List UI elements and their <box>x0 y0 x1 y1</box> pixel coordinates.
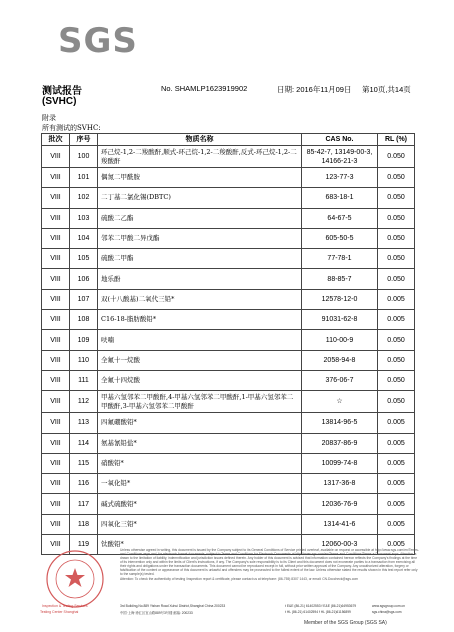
table-row <box>42 433 415 453</box>
table-row <box>42 249 415 269</box>
table-row <box>42 310 415 330</box>
cell-substance-name: 偶氮二甲酰胺 <box>98 168 302 188</box>
cell-substance-name: 环己烷-1,2-二羧酸酐,顺式-环己烷-1,2-二羧酸酐,反式-环己烷-1,2-二羧酸酐 <box>98 146 302 168</box>
cell-substance-name: 硝酸铅* <box>98 453 302 473</box>
cell-rl: 0.005 <box>378 310 415 330</box>
report-date: 日期: 2016年11月09日 <box>277 85 352 94</box>
cell-cas-number: ☆ <box>302 391 378 413</box>
cell-batch: VIII <box>42 391 70 413</box>
cell-substance-name: 四氧化三铅* <box>98 514 302 534</box>
cell-cas-number: 91031-62-8 <box>302 310 378 330</box>
cell-substance-name: 钛酸铅* <box>98 535 302 555</box>
cell-batch: VIII <box>42 310 70 330</box>
cell-number: 118 <box>70 514 98 534</box>
cell-batch: VIII <box>42 474 70 494</box>
logo-text: SGS <box>58 21 138 61</box>
cell-rl: 0.050 <box>378 391 415 413</box>
cell-number: 104 <box>70 228 98 248</box>
cell-cas-number: 123-77-3 <box>302 168 378 188</box>
cell-number: 112 <box>70 391 98 413</box>
cell-rl: 0.005 <box>378 453 415 473</box>
cell-batch: VIII <box>42 514 70 534</box>
cell-batch: VIII <box>42 168 70 188</box>
cell-batch: VIII <box>42 453 70 473</box>
cell-substance-name: 全氟十一烷酸 <box>98 350 302 370</box>
table-row <box>42 228 415 248</box>
col-cas: CAS No. <box>302 134 378 146</box>
cell-number: 114 <box>70 433 98 453</box>
table-row <box>42 188 415 208</box>
cell-rl: 0.005 <box>378 289 415 309</box>
cell-batch: VIII <box>42 494 70 514</box>
cell-substance-name: 碱式硫酸铅* <box>98 494 302 514</box>
cell-rl: 0.050 <box>378 228 415 248</box>
cell-number: 119 <box>70 535 98 555</box>
cell-batch: VIII <box>42 535 70 555</box>
cell-substance-name: 一氧化铅* <box>98 474 302 494</box>
cell-rl: 0.050 <box>378 330 415 350</box>
col-number: 序号 <box>70 134 98 146</box>
cell-number: 117 <box>70 494 98 514</box>
cell-number: 107 <box>70 289 98 309</box>
terms-text: Unless otherwise agreed in writing, this document is issued by the Company subject to its General Conditions of Service printed overleaf, available on request or accessible at http://www.sgs.com/en/Terms-and-Conditions.aspx and, for electronic format documents, subject to Terms and Conditions for Electronic Documents at http://www.sgs.com/en/Terms-and-Conditions/Terms-e-Document.aspx. Attention is drawn to the limitation of liability, indemnification and jurisdiction issues defined therein. Any holder of this document is advised that information contained hereon reflects the Company's findings at the time of its intervention only and within the limits of Client's instructions, if any. The Company's sole responsibility is to its Client and this document does not exonerate parties to a transaction from exercising all their rights and obligations under the transaction documents. This document cannot be reproduced except in full, without prior written approval of the Company. Any unauthorized alteration, forgery or falsification of the content or appearance of this document is unlawful and offenders may be prosecuted to the fullest extent of the law. Unless otherwise stated the results shown in this test report refer only to the sample(s) tested. <box>120 548 419 576</box>
cell-cas-number: 12578-12-0 <box>302 289 378 309</box>
address-en: 3rd Building,No.889 Yishan Road Xuhui District,Shanghai China 200233 <box>120 604 226 608</box>
table-row <box>42 474 415 494</box>
report-title: 测试报告 <box>42 86 82 97</box>
cell-rl: 0.005 <box>378 474 415 494</box>
cell-number: 100 <box>70 146 98 168</box>
svhc-heading: (SVHC) <box>42 96 77 107</box>
cell-rl: 0.050 <box>378 208 415 228</box>
cell-number: 110 <box>70 350 98 370</box>
cell-number: 106 <box>70 269 98 289</box>
cell-substance-name: 地乐酚 <box>98 269 302 289</box>
cell-number: 101 <box>70 168 98 188</box>
cell-number: 111 <box>70 370 98 390</box>
cell-substance-name: 二丁基二氯化锡(DBTC) <box>98 188 302 208</box>
table-row <box>42 168 415 188</box>
seal-label-services: Inspection & Testing Services <box>42 604 88 608</box>
cell-cas-number: 20837-86-9 <box>302 433 378 453</box>
cell-substance-name: 硫酸二甲酯 <box>98 249 302 269</box>
cell-substance-name: C16-18-脂肪酸铅* <box>98 310 302 330</box>
table-row <box>42 494 415 514</box>
cell-cas-number: 10099-74-8 <box>302 453 378 473</box>
cell-rl: 0.050 <box>378 249 415 269</box>
cell-number: 103 <box>70 208 98 228</box>
telephone-ee: t E&E (86-21) 61402553 f E&E (86-21)64953679 <box>285 604 357 608</box>
verify-note: Attention: To check the authenticity of testing /inspection report & certificate, please contact us at telephone: (86-755) 8307 1443, or email: CN.Doccheck@sgs.com <box>120 577 359 581</box>
cell-number: 108 <box>70 310 98 330</box>
table-header-row <box>42 134 415 146</box>
cell-number: 109 <box>70 330 98 350</box>
cell-batch: VIII <box>42 433 70 453</box>
table-row <box>42 413 415 433</box>
table-row <box>42 208 415 228</box>
cell-substance-name: 邻苯二甲酸二异戊酯 <box>98 228 302 248</box>
cell-rl: 0.050 <box>378 370 415 390</box>
cell-cas-number: 683-18-1 <box>302 188 378 208</box>
table-row <box>42 350 415 370</box>
member-note: Member of the SGS Group (SGS SA) <box>304 620 387 626</box>
cell-cas-number: 605-50-5 <box>302 228 378 248</box>
appendix-label: 附录 <box>42 114 56 122</box>
cell-batch: VIII <box>42 208 70 228</box>
cell-batch: VIII <box>42 370 70 390</box>
cell-substance-name: 四氟硼酸铅* <box>98 413 302 433</box>
cell-substance-name: 氨基氰铅盐* <box>98 433 302 453</box>
email-link[interactable]: sgs.china@sgs.com <box>372 610 402 614</box>
cell-batch: VIII <box>42 146 70 168</box>
cell-batch: VIII <box>42 249 70 269</box>
cell-number: 115 <box>70 453 98 473</box>
cell-cas-number: 64-67-5 <box>302 208 378 228</box>
testing-seal <box>44 548 106 610</box>
table-row <box>42 453 415 473</box>
telephone-hl: t HL (86-21) 61402594 f HL (86-21)61156899 <box>285 610 351 614</box>
cell-number: 105 <box>70 249 98 269</box>
table-row <box>42 330 415 350</box>
cell-cas-number: 1314-41-6 <box>302 514 378 534</box>
table-row <box>42 391 415 413</box>
table-row <box>42 514 415 534</box>
cell-cas-number: 88-85-7 <box>302 269 378 289</box>
website-link[interactable]: www.sgsgroup.com.cn <box>372 604 405 608</box>
cell-number: 102 <box>70 188 98 208</box>
cell-batch: VIII <box>42 350 70 370</box>
sgs-logo <box>58 18 138 64</box>
cell-rl: 0.005 <box>378 514 415 534</box>
cell-rl: 0.050 <box>378 168 415 188</box>
table-row <box>42 269 415 289</box>
cell-substance-name: 双(十八酸基)二氧代三铅* <box>98 289 302 309</box>
cell-substance-name: 甲基六氢邻苯二甲酸酐,4-甲基六氢邻苯二甲酸酐,1-甲基六氢邻苯二甲酸酐,3-甲基六氢邻苯二甲酸酐 <box>98 391 302 413</box>
cell-cas-number: 110-00-9 <box>302 330 378 350</box>
cell-cas-number: 1317-36-8 <box>302 474 378 494</box>
cell-batch: VIII <box>42 188 70 208</box>
cell-number: 113 <box>70 413 98 433</box>
cell-substance-name: 呋喃 <box>98 330 302 350</box>
table-row <box>42 370 415 390</box>
cell-rl: 0.050 <box>378 188 415 208</box>
table-row <box>42 289 415 309</box>
cell-rl: 0.005 <box>378 535 415 555</box>
col-rl: RL (%) <box>378 134 415 146</box>
terms-fine-print <box>120 548 420 581</box>
table-row <box>42 146 415 168</box>
cell-cas-number: 12036-76-9 <box>302 494 378 514</box>
cell-rl: 0.005 <box>378 494 415 514</box>
cell-batch: VIII <box>42 289 70 309</box>
cell-number: 116 <box>70 474 98 494</box>
cell-cas-number: 2058-94-8 <box>302 350 378 370</box>
col-substance: 物质名称 <box>98 134 302 146</box>
cell-substance-name: 硫酸二乙酯 <box>98 208 302 228</box>
cell-cas-number: 13814-96-5 <box>302 413 378 433</box>
col-batch: 批次 <box>42 134 70 146</box>
svhc-table <box>41 133 415 555</box>
cell-batch: VIII <box>42 269 70 289</box>
cell-rl: 0.050 <box>378 269 415 289</box>
page-number: 第10页,共14页 <box>362 85 411 94</box>
cell-cas-number: 376-06-7 <box>302 370 378 390</box>
cell-batch: VIII <box>42 228 70 248</box>
cell-rl: 0.050 <box>378 146 415 168</box>
cell-cas-number: 85-42-7, 13149-00-3, 14166-21-3 <box>302 146 378 168</box>
cell-substance-name: 全氟十四烷酸 <box>98 370 302 390</box>
cell-batch: VIII <box>42 413 70 433</box>
report-number: No. SHAMLP1623919902 <box>161 84 248 93</box>
cell-cas-number: 12060-00-3 <box>302 535 378 555</box>
cell-rl: 0.005 <box>378 413 415 433</box>
cell-rl: 0.005 <box>378 433 415 453</box>
svhc-list-label: 所有测试的SVHC: <box>42 124 101 132</box>
cell-rl: 0.050 <box>378 350 415 370</box>
cell-batch: VIII <box>42 330 70 350</box>
address-cn: 中国·上海·徐汇区宜山路889号3号楼 邮编: 200233 <box>120 611 193 615</box>
cell-cas-number: 77-78-1 <box>302 249 378 269</box>
seal-label-center: Testing Center Shanghai <box>40 610 79 614</box>
